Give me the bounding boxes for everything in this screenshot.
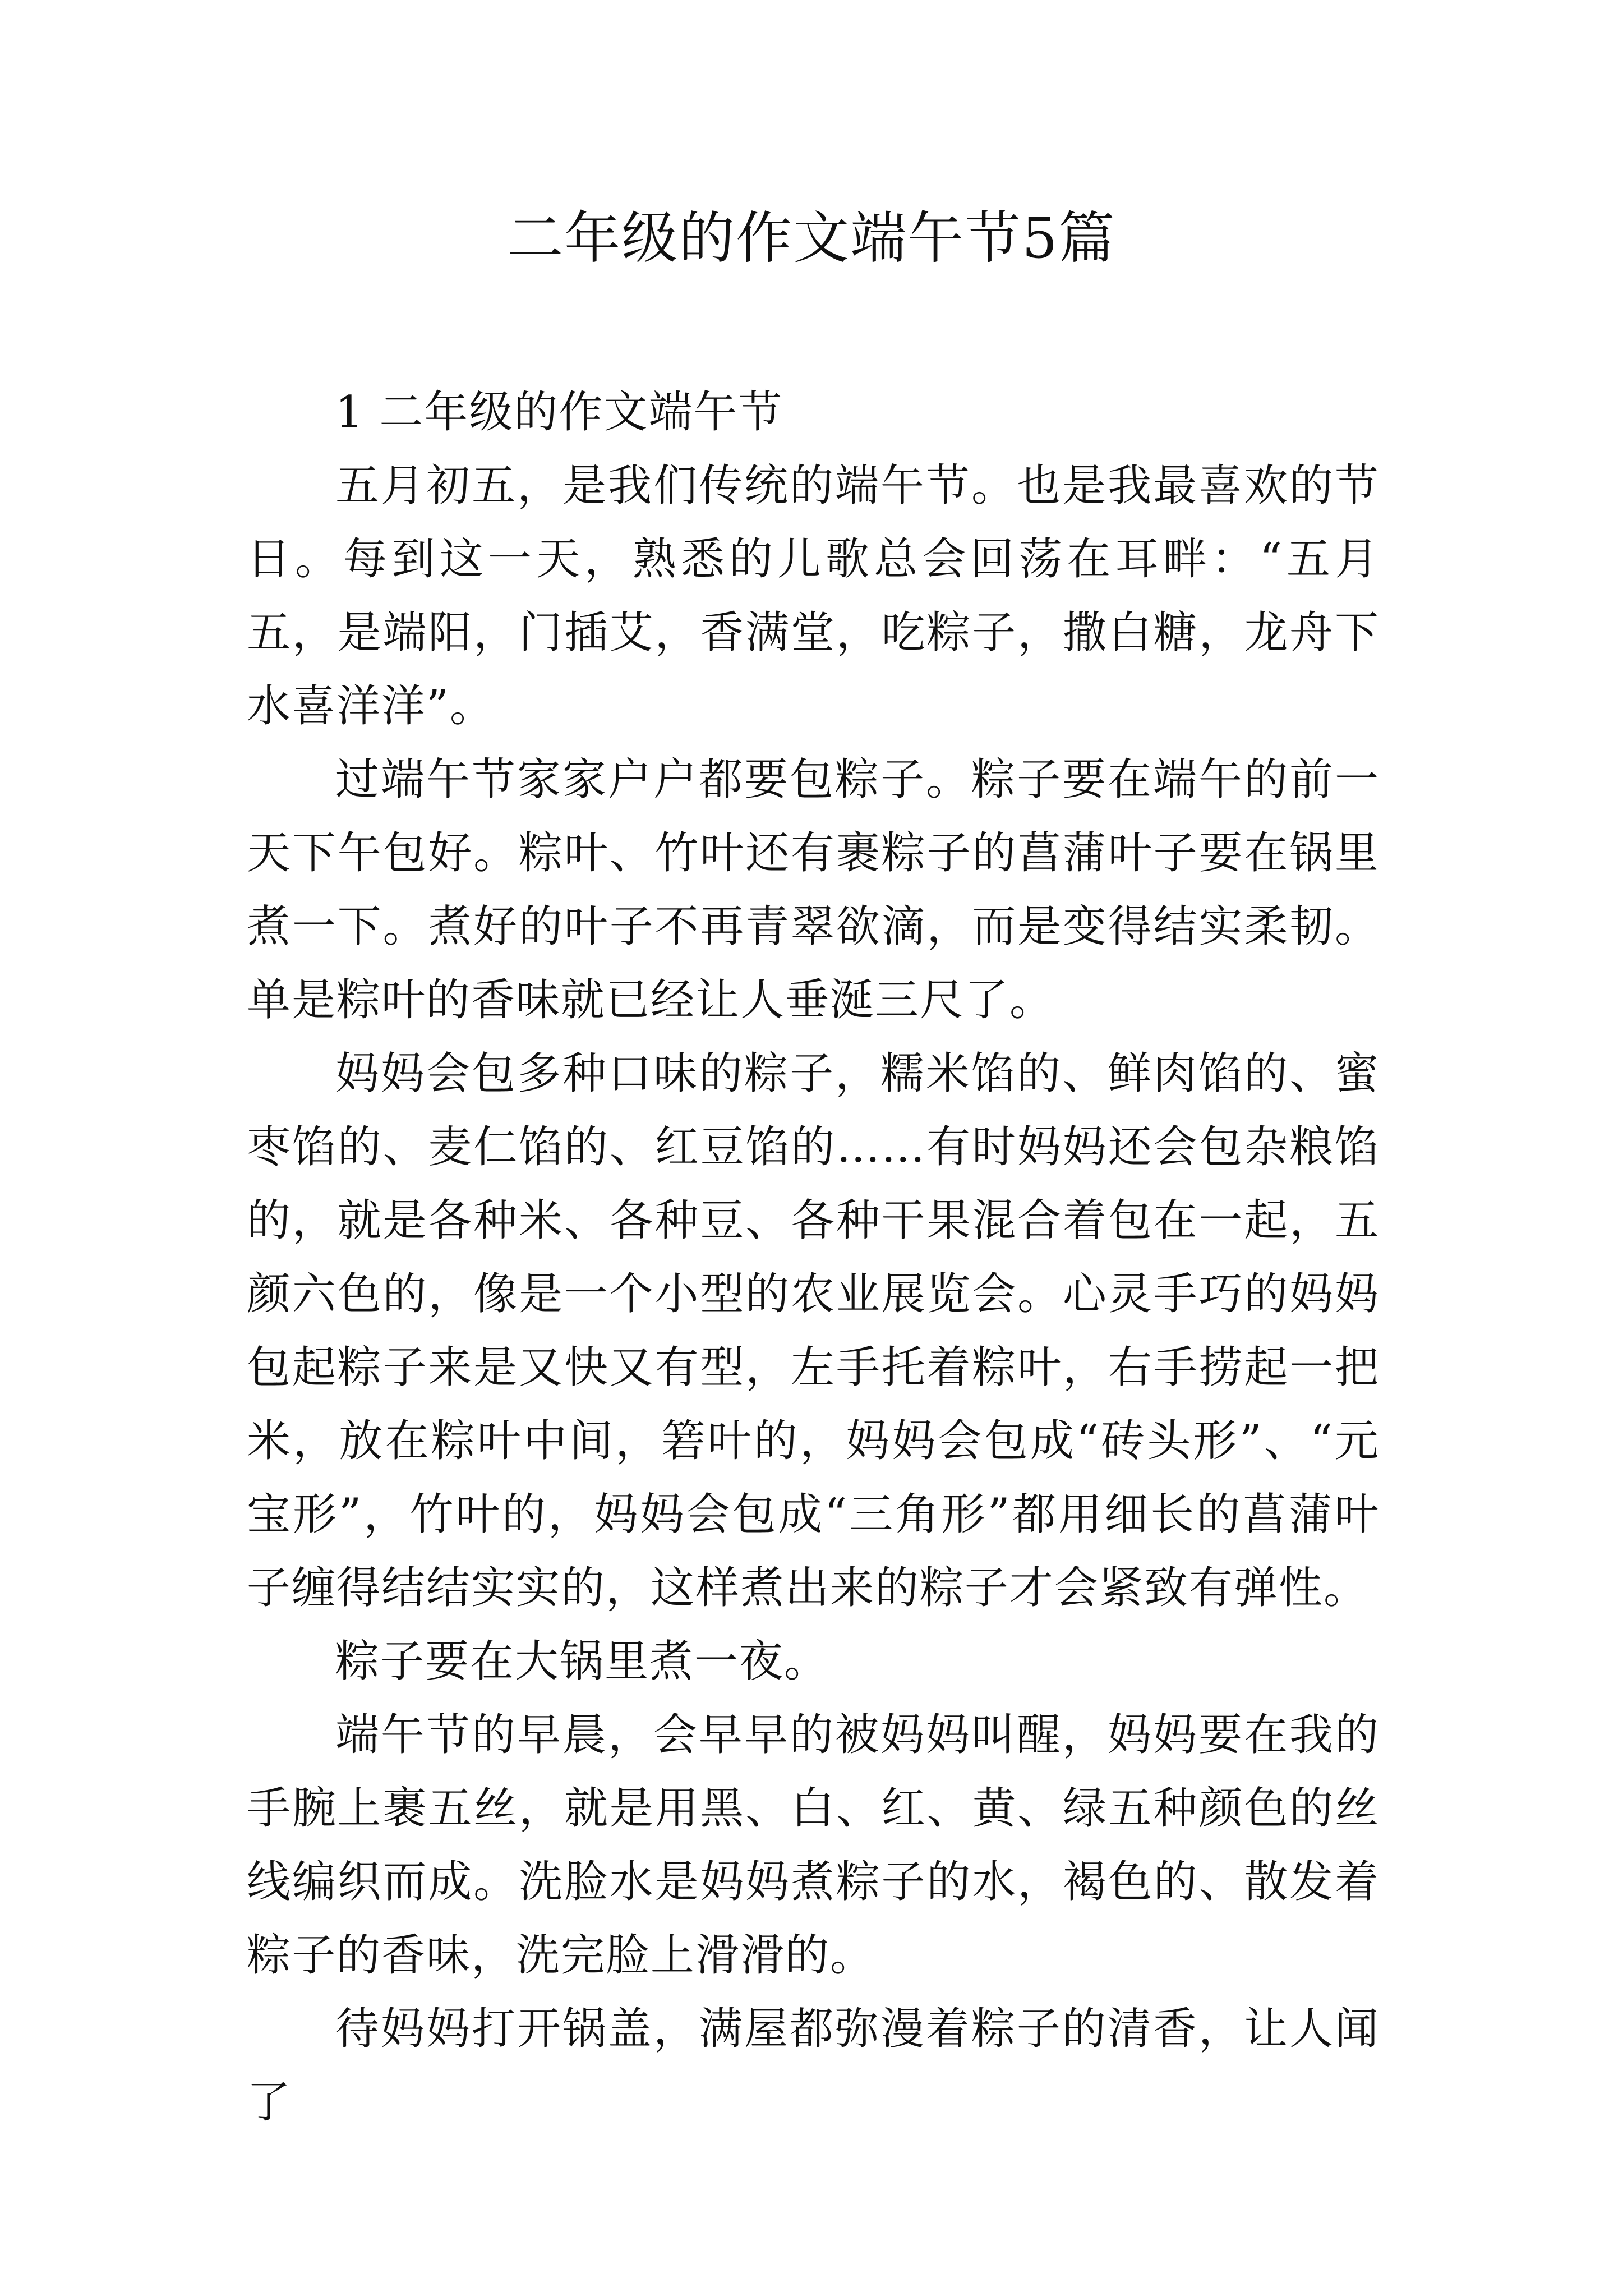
document-body: [247, 376, 1380, 2139]
document-title: 二年级的作文端午节5篇: [507, 205, 1116, 271]
paragraph: 粽子要在大锅里煮一夜。: [335, 1636, 829, 1687]
paragraph: 妈妈会包多种口味的粽子，糯米馅的、鲜肉馅的、蜜枣馅的、麦仁馅的、红豆馅的……有时妈妈还会包杂粮馅的，就是各种米、各种豆、各种干果混合着包在一起，五颜六色的，像是一个小型的农业展览会。心灵手巧的妈妈包起粽子来是又快又有型，左手托着粽叶，右手捞起一把米，放在粽叶中间，箬叶的，妈妈会包成“砖头形”、“元宝形”，竹叶的，妈妈会包成“三角形”都用细长的菖蒲叶子缠得结结实实的，这样煮出来的粽子才会紧致有弹性。: [247, 1048, 1380, 1613]
paragraph: 过端午节家家户户都要包粽子。粽子要在端午的前一天下午包好。粽叶、竹叶还有裹粽子的菖蒲叶子要在锅里煮一下。煮好的叶子不再青翠欲滴，而是变得结实柔韧。单是粽叶的香味就已经让人垂涎三尺了。: [247, 754, 1380, 1025]
paragraph: 待妈妈打开锅盖，满屋都弥漫着粽子的清香，让人闻了: [247, 2004, 1380, 2128]
section-heading: 1 二年级的作文端午节: [335, 387, 783, 438]
paragraph: 五月初五，是我们传统的端午节。也是我最喜欢的节日。每到这一天，熟悉的儿歌总会回荡在耳畔：“五月五，是端阳，门插艾，香满堂，吃粽子，撒白糖，龙舟下水喜洋洋”。: [247, 461, 1380, 731]
paragraph: 端午节的早晨，会早早的被妈妈叫醒，妈妈要在我的手腕上裹五丝，就是用黑、白、红、黄、绿五种颜色的丝线编织而成。洗脸水是妈妈煮粽子的水，褐色的、散发着粽子的香味，洗完脸上滑滑的。: [247, 1710, 1380, 1981]
